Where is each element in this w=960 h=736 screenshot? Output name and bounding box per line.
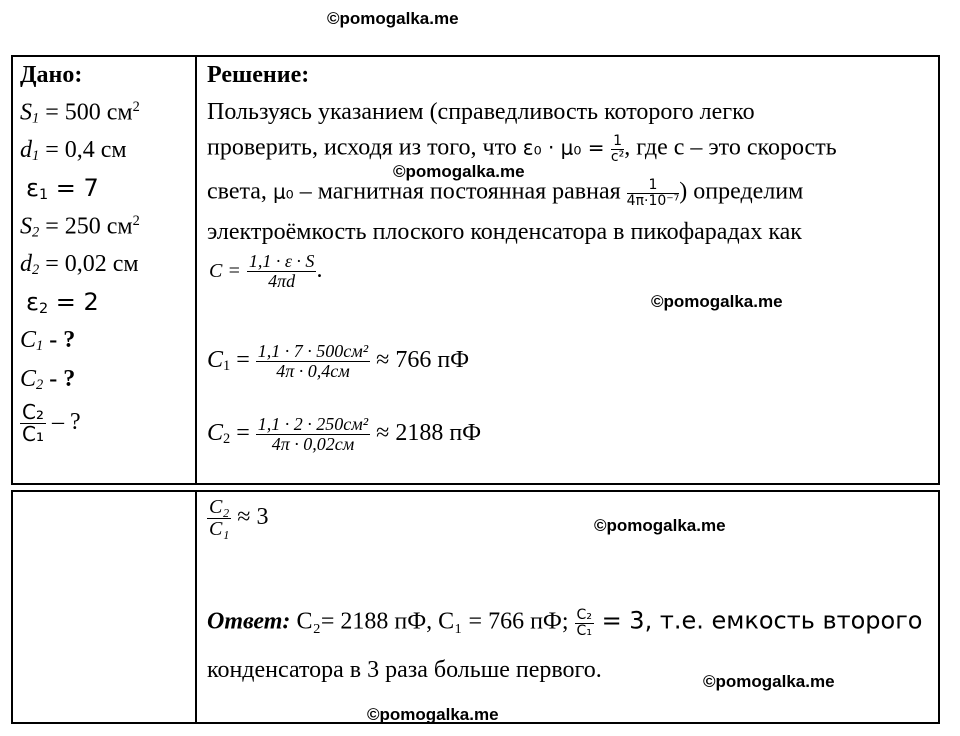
watermark: ©pomogalka.me	[393, 162, 525, 181]
given-s1: $S_1 = 500$ $см^2$	[20, 99, 140, 127]
column-divider	[195, 490, 197, 724]
solution-line-2: проверить, исходя из того, что ε₀ · μ₀ = $\frac{1}{\text{c²}}$ , где c – это скорость	[207, 133, 837, 165]
formula-c1: $C_1$ = $\frac{\text{1,1 · 7 · 500см²}}{4\pi \cdot 0,4см}$ ≈ 766 пФ	[207, 341, 470, 381]
formula-ratio: $\frac{\text{C₂}}{\text{C₁}}$ ≈ 3	[209, 496, 269, 540]
given-c1-unknown: $C_1$ - ?	[20, 327, 76, 354]
given-d1: $d_1 = 0,4$ см	[20, 137, 127, 164]
solution-line-3: света, μ₀ – магнитная постоянная равная $\frac{1}{\text{4π·10⁻⁷}}$ ) определим	[207, 177, 804, 209]
answer-line-2: конденсатора в 3 раза больше первого.	[207, 657, 602, 683]
column-divider	[195, 55, 197, 485]
answer-line-1: Ответ: C₂= 2188 пФ, C₁ = 766 пФ; $\frac{\text{C₂}}{\text{C₁}}$ = 3, т.е. емкость второго	[207, 606, 923, 639]
solution-header: Решение:	[207, 62, 310, 88]
given-header: Дано:	[20, 62, 83, 88]
solution-line-4: электроёмкость плоского конденсатора в пикофарадах как	[207, 219, 802, 245]
formula-c2: $C_2$ = $\frac{\text{1,1 · 2 · 250см²}}{4\pi \cdot 0,02см}$ ≈ 2188 пФ	[207, 414, 482, 454]
solution-line-1: Пользуясь указанием (справедливость которого легко	[207, 99, 755, 125]
formula-capacitance: C = $\frac{1,1 \cdot \varepsilon \cdot S}{4\pi d}$ .	[209, 251, 323, 291]
given-ratio-unknown: $\frac{\text{C₂}}{\text{C₁}}$ – ?	[22, 400, 81, 446]
watermark: ©pomogalka.me	[327, 9, 459, 28]
given-eps1: $\varepsilon_1 = 7$	[26, 174, 99, 203]
given-c2-unknown: $C_2$ - ?	[20, 366, 76, 393]
given-d2: $d_2 = 0,02$ см	[20, 251, 139, 278]
watermark: ©pomogalka.me	[703, 672, 835, 691]
given-eps2: $\varepsilon_2 = 2$	[26, 288, 99, 317]
watermark: ©pomogalka.me	[594, 516, 726, 535]
watermark: ©pomogalka.me	[651, 292, 783, 311]
given-s2: $S_2 = 250$ $см^2$	[20, 213, 140, 241]
watermark: ©pomogalka.me	[367, 705, 499, 724]
